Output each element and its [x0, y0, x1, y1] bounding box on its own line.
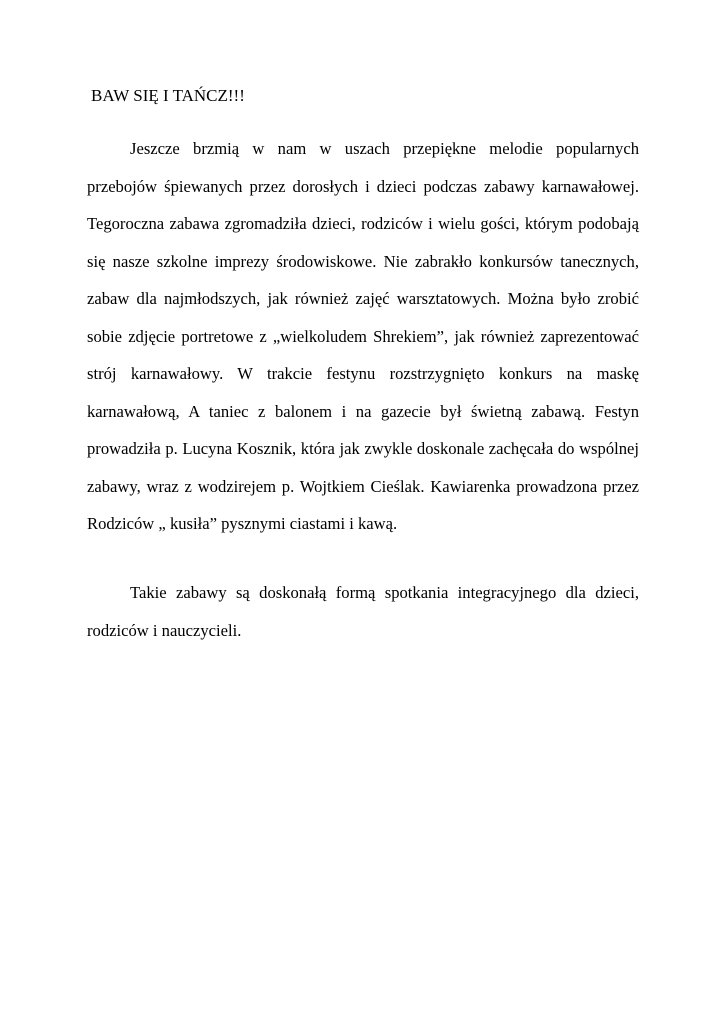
paragraph-festival-report: Jeszcze brzmią w nam w uszach przepiękne melodie popularnych przebojów śpiewanych przez dorosłych i dzieci podczas zabawy karnawałowej. Tegoroczna zabawa zgromadziła dzieci, rodziców i wielu gości, którym podobają się nasze szkolne imprezy środowiskowe. Nie zabrakło konkursów tanecznych, zabaw dla najmłodszych, jak również zajęć warsztatowych. Można było zrobić sobie zdjęcie portretowe z „wielkoludem Shrekiem”, jak również zaprezentować strój karnawałowy. W trakcie festynu rozstrzygnięto konkurs na maskę karnawałową, A taniec z balonem i na gazecie był świetną zabawą. Festyn prowadziła p. Lucyna Kosznik, która jak zwykle doskonale zachęcała do wspólnej zabawy, wraz z wodzirejem p. Wojtkiem Cieślak. Kawiarenka prowadzona przez Rodziców „ kusiła” pysznymi ciastami i kawą. [87, 139, 639, 533]
document-title: BAW SIĘ I TAŃCZ!!! [91, 86, 245, 105]
paragraph-summary: Takie zabawy są doskonałą formą spotkania integracyjnego dla dzieci, rodziców i nauczycieli. [87, 583, 639, 640]
